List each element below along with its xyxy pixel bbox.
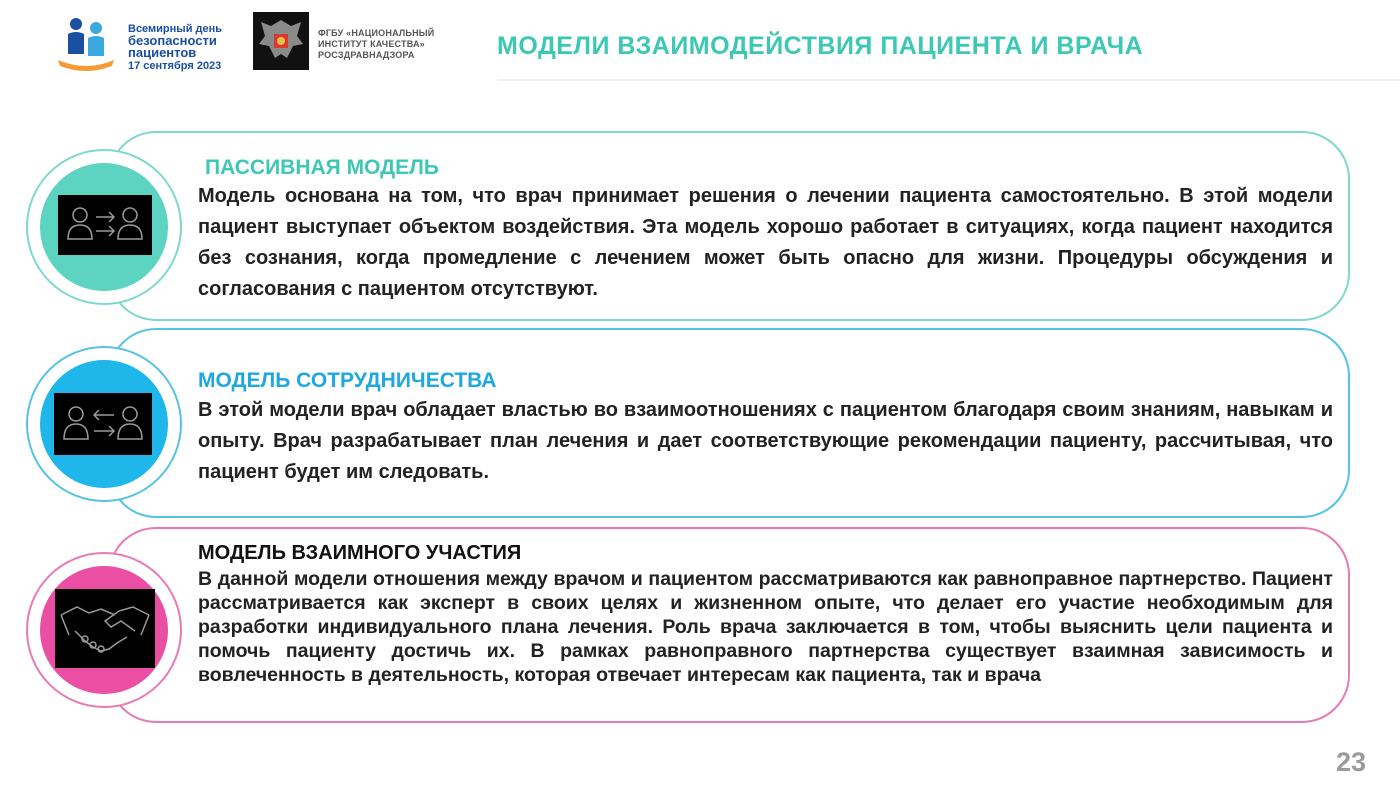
title-divider bbox=[497, 79, 1400, 81]
logo-line: безопасности bbox=[128, 33, 217, 48]
logo-line: ФГБУ «НАЦИОНАЛЬНЫЙ bbox=[318, 28, 435, 38]
institute-logo-text bbox=[318, 28, 434, 61]
logo-line: пациентов bbox=[128, 45, 197, 60]
patient-doctor-exchange-icon bbox=[54, 393, 152, 455]
passive-model-text: Модель основана на том, что врач принимает решения о лечении пациента самостоятельно. В этой модели пациент выступает объектом воздействия. Эта модель хорошо работает в ситуациях, когда пациент находится без сознания, когда промедление с лечением может быть опасно для жизни. Процедуры обсуждения и согласования с пациентом отсутствуют. bbox=[198, 185, 1333, 300]
logo-line: РОСЗДРАВНАДЗОРА bbox=[318, 50, 415, 60]
logo-line: Всемирный день bbox=[128, 23, 223, 35]
logo-line: ИНСТИТУТ КАЧЕСТВА» bbox=[318, 39, 425, 49]
emblem-logo-icon bbox=[253, 12, 309, 70]
event-logo-text bbox=[128, 24, 222, 72]
header bbox=[0, 0, 1400, 90]
mutual-participation-model-text: В данной модели отношения между врачом и пациентом рассматриваются как равноправное партнерство. Пациент рассматривается как эксперт в своих целях и жизненном опыте, что делает его участие необходимым для разработки индивидуального плана лечения. Роль врача заключается в том, чтобы выяснить цели пациента и помочь пациенту достичь их. В рамках равноправного партнерства существует взаимная зависимость и вовлеченность в деятельность, которая отвечает интересам как пациента, так и врача bbox=[198, 568, 1333, 686]
mutual-participation-model-title: МОДЕЛЬ ВЗАИМНОГО УЧАСТИЯ bbox=[198, 542, 522, 564]
handshake-icon bbox=[55, 589, 155, 668]
patient-safety-logo-icon bbox=[56, 14, 116, 74]
logo-date: 17 сентября 2023 bbox=[128, 60, 222, 72]
passive-model-title: ПАССИВНАЯ МОДЕЛЬ bbox=[205, 156, 439, 179]
page-title: МОДЕЛИ ВЗАИМОДЕЙСТВИЯ ПАЦИЕНТА И ВРАЧА bbox=[497, 32, 1144, 60]
cooperation-model-title: МОДЕЛЬ СОТРУДНИЧЕСТВА bbox=[198, 369, 497, 392]
cooperation-model-text: В этой модели врач обладает властью во взаимоотношениях с пациентом благодаря своим знаниям, навыкам и опыту. Врач разрабатывает план лечения и дает соответствующие рекомендации пациенту, рассчитывая, что пациент будет им следовать. bbox=[198, 399, 1333, 483]
patient-doctor-arrow-right-icon bbox=[58, 195, 152, 255]
page-number: 23 bbox=[1336, 747, 1367, 777]
